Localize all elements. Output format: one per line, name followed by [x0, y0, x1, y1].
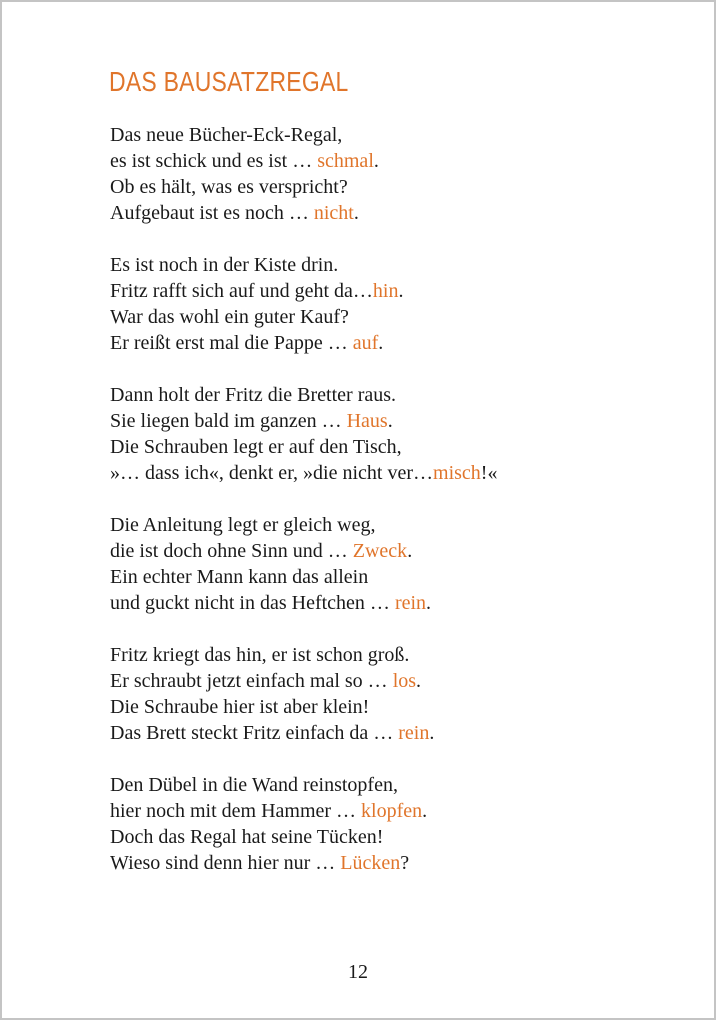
- rhyme-word: Haus: [346, 410, 388, 432]
- poem-line: Die Schrauben legt er auf den Tisch,: [110, 436, 402, 458]
- rhyme-word: klopfen: [361, 800, 423, 822]
- poem-line: Es ist noch in der Kiste drin.: [110, 254, 339, 276]
- stanza: [110, 252, 670, 356]
- poem-line: Den Dübel in die Wand reinstopfen,: [110, 774, 398, 796]
- poem-line: Er reißt erst mal die Pappe … auf.: [110, 332, 384, 354]
- poem-line: Das neue Bücher-Eck-Regal,: [110, 124, 343, 146]
- poem-line: Aufgebaut ist es noch … nicht.: [110, 202, 359, 224]
- poem-line: Er schraubt jetzt einfach mal so … los.: [110, 670, 422, 692]
- rhyme-word: los: [392, 670, 417, 692]
- poem-line: Ob es hält, was es verspricht?: [110, 176, 348, 198]
- poem-line: Die Anleitung legt er gleich weg,: [110, 514, 376, 536]
- rhyme-word: rein: [398, 722, 430, 744]
- rhyme-word: Zweck: [352, 540, 408, 562]
- poem-line: Doch das Regal hat seine Tücken!: [110, 826, 384, 848]
- poem-line: und guckt nicht in das Heftchen … rein.: [110, 592, 432, 614]
- poem-title: DAS BAUSATZREGAL: [109, 66, 349, 97]
- stanza: [110, 512, 670, 616]
- poem-line: Sie liegen bald im ganzen … Haus.: [110, 410, 393, 432]
- stanza: [110, 642, 670, 746]
- poem-line: die ist doch ohne Sinn und … Zweck.: [110, 540, 413, 562]
- rhyme-word: hin: [372, 280, 399, 302]
- poem-line: Wieso sind denn hier nur … Lücken?: [110, 852, 410, 874]
- page-number: 12: [348, 961, 368, 983]
- rhyme-word: rein: [394, 592, 427, 614]
- stanza: [110, 382, 670, 486]
- poem-line: Das Brett steckt Fritz einfach da … rein.: [110, 722, 435, 744]
- poem-line: »… dass ich«, denkt er, »die nicht ver…misch!«: [110, 462, 498, 484]
- stanza: [110, 122, 670, 226]
- poem-line: es ist schick und es ist … schmal.: [110, 150, 379, 172]
- poem-line: hier noch mit dem Hammer … klopfen.: [110, 800, 428, 822]
- rhyme-word: Lücken: [340, 852, 401, 874]
- poem-line: Fritz rafft sich auf und geht da…hin.: [110, 280, 404, 302]
- rhyme-word: schmal: [317, 150, 374, 172]
- poem-line: War das wohl ein guter Kauf?: [110, 306, 349, 328]
- stanza: [110, 772, 670, 876]
- poem-line: Fritz kriegt das hin, er ist schon groß.: [110, 644, 410, 666]
- poem-body: [110, 122, 670, 902]
- rhyme-word: nicht: [313, 202, 354, 224]
- rhyme-word: misch: [433, 462, 481, 484]
- poem-line: Dann holt der Fritz die Bretter raus.: [110, 384, 397, 406]
- rhyme-word: auf: [352, 332, 379, 354]
- poem-line: Die Schraube hier ist aber klein!: [110, 696, 370, 718]
- poem-line: Ein echter Mann kann das allein: [110, 566, 369, 588]
